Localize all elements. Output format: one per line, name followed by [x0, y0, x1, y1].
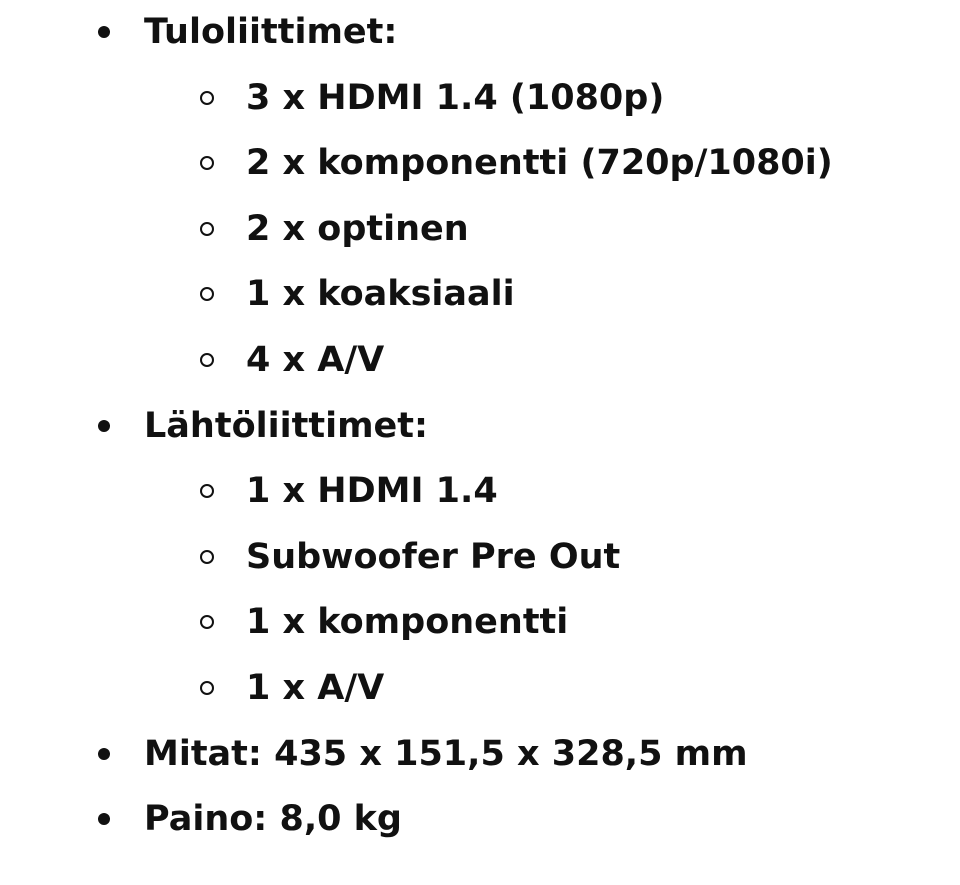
input-item-text: 2 x optinen: [246, 208, 469, 249]
list-item-input: [0, 131, 960, 197]
list-item-outputs-heading: [0, 394, 960, 460]
bullet-disc-icon: [98, 420, 110, 432]
bullet-circle-icon: [200, 91, 214, 105]
inputs-heading: Tuloliittimet:: [144, 12, 398, 52]
bullet-disc-icon: [98, 748, 110, 760]
list-item-input: [0, 197, 960, 263]
input-item-text: 2 x komponentti (720p/1080i): [246, 143, 833, 184]
output-item-text: 1 x A/V: [246, 667, 385, 708]
list-item-input: [0, 262, 960, 328]
input-item-text: 4 x A/V: [246, 339, 385, 380]
list-item-inputs-heading: [0, 0, 960, 66]
bullet-circle-icon: [200, 222, 214, 236]
dimensions-text: Mitat: 435 x 151,5 x 328,5 mm: [144, 733, 748, 774]
bullet-disc-icon: [98, 813, 110, 825]
list-item-output: [0, 459, 960, 525]
bullet-disc-icon: [98, 26, 110, 38]
bullet-circle-icon: [200, 615, 214, 629]
weight-text: Paino: 8,0 kg: [144, 799, 402, 840]
output-item-text: Subwoofer Pre Out: [246, 536, 621, 577]
list-item-weight: [0, 787, 960, 853]
list-item-input: [0, 66, 960, 132]
bullet-circle-icon: [200, 353, 214, 367]
input-item-text: 3 x HDMI 1.4 (1080p): [246, 77, 665, 118]
bullet-circle-icon: [200, 156, 214, 170]
output-item-text: 1 x komponentti: [246, 602, 569, 643]
bullet-circle-icon: [200, 550, 214, 564]
list-item-output: [0, 525, 960, 591]
bullet-circle-icon: [200, 484, 214, 498]
list-item-output: [0, 590, 960, 656]
list-item-output: [0, 656, 960, 722]
bullet-circle-icon: [200, 287, 214, 301]
input-item-text: 1 x koaksiaali: [246, 274, 515, 315]
bullet-circle-icon: [200, 681, 214, 695]
list-item-dimensions: [0, 722, 960, 788]
outputs-heading: Lähtöliittimet:: [144, 405, 428, 446]
list-item-input: [0, 328, 960, 394]
output-item-text: 1 x HDMI 1.4: [246, 471, 498, 512]
